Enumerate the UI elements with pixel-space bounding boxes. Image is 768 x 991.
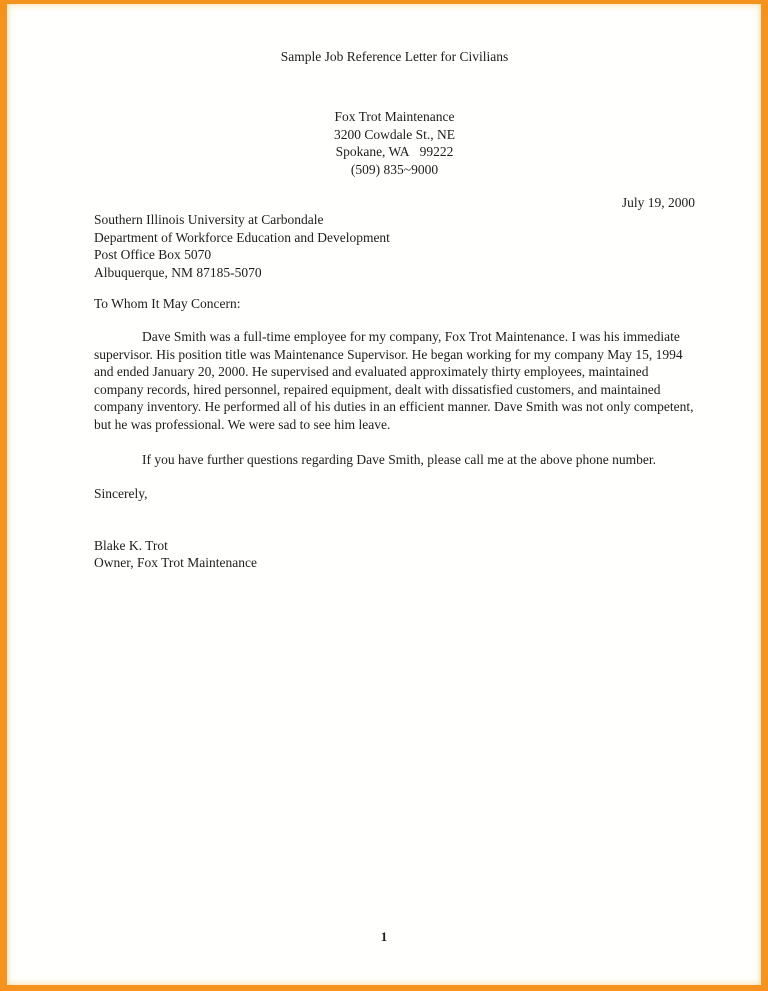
letter-date: July 19, 2000 xyxy=(621,195,695,211)
sender-city-state-zip: Spokane, WA 99222 xyxy=(335,144,454,160)
recipient-line: Post Office Box 5070 xyxy=(94,247,212,263)
salutation: To Whom It May Concern: xyxy=(94,296,241,312)
recipient-address-block xyxy=(94,211,695,281)
body-paragraph-2: If you have further questions regarding Dave Smith, please call me at the above phone number. xyxy=(142,451,656,467)
signer-name: Blake K. Trot xyxy=(94,537,168,553)
sender-address-block xyxy=(94,108,695,178)
body-paragraph-1: Dave Smith was a full-time employee for my company, Fox Trot Maintenance. I was his immediate supervisor. His position title was Maintenance Supervisor. He began working for my company May 15, 1994 and ended January 20, 2000. He supervised and evaluated approximately thirty employees, maintained company records, hired personnel, repaired equipment, dealt with dissatisfied customers, and maintained company inventory. He performed all of his duties in an efficient manner. Dave Smith was not only competent, but he was professional. We were sad to see him leave. xyxy=(94,329,694,432)
letter-content xyxy=(7,4,761,572)
document-title: Sample Job Reference Letter for Civilians xyxy=(280,49,509,64)
signer-title: Owner, Fox Trot Maintenance xyxy=(94,555,257,571)
sender-company: Fox Trot Maintenance xyxy=(334,109,455,125)
sender-phone: (509) 835~9000 xyxy=(350,161,439,177)
sender-street: 3200 Cowdale St., NE xyxy=(333,126,456,142)
recipient-line: Department of Workforce Education and Development xyxy=(94,229,390,245)
signature-block xyxy=(94,537,695,572)
recipient-line: Southern Illinois University at Carbondale xyxy=(94,212,324,228)
recipient-line: Albuquerque, NM 87185-5070 xyxy=(94,264,262,280)
page-number: 1 xyxy=(380,929,388,944)
closing: Sincerely, xyxy=(94,486,148,502)
